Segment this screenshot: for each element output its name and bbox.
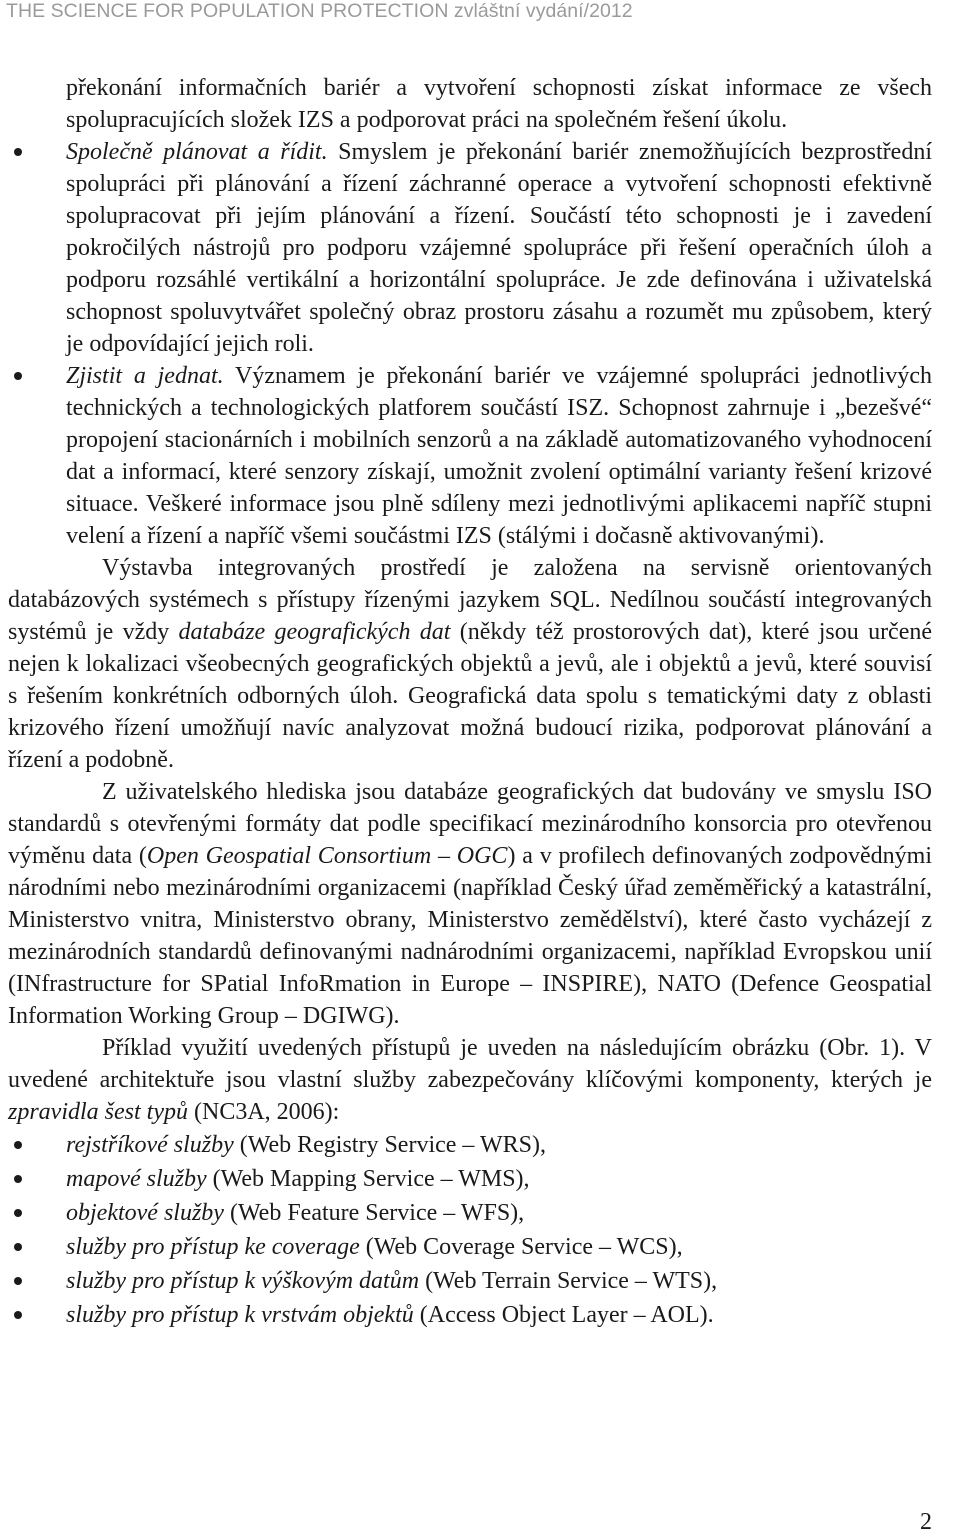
service-text: (Access Object Layer – AOL). bbox=[413, 1302, 714, 1328]
list-item bbox=[8, 1298, 932, 1332]
paragraph-text: Výstavba integrovaných prostředí je založena na servisně orientovaných databázových systémech s přístupy řízenými jazykem SQL. Nedílnou součástí integrovaných systémů je vždy bbox=[8, 555, 932, 645]
service-name: služby pro přístup k výškovým datům bbox=[66, 1268, 420, 1294]
bullet-icon bbox=[14, 372, 22, 380]
paragraph-emphasis: zpravidla šest typů bbox=[8, 1099, 188, 1125]
paragraph-integrated-environments bbox=[8, 552, 932, 776]
service-text: (Web Registry Service – WRS), bbox=[233, 1132, 546, 1158]
bullet-icon bbox=[14, 1141, 22, 1149]
page-number: 2 bbox=[920, 1509, 932, 1535]
paragraph-text: (někdy též prostorových dat), které jsou určené nejen k lokalizaci všeobecných geografických objektů a jevů, ale i objektů a jevů, které souvisí s řešením konkrétních odborných úloh. Geografická data spolu s tematickými daty z oblasti krizového řízení umožňují navíc analyzovat možná budoucí rizika, podporovat plánování a řízení a podobně. bbox=[8, 619, 933, 773]
running-header: THE SCIENCE FOR POPULATION PROTECTION zvláštní vydání/2012 bbox=[6, 0, 633, 22]
page-body bbox=[8, 72, 932, 1332]
list-item bbox=[8, 1162, 932, 1196]
service-name: služby pro přístup k vrstvám objektů bbox=[66, 1302, 414, 1328]
list-item bbox=[8, 1230, 932, 1264]
service-text: (Web Feature Service – WFS), bbox=[223, 1200, 525, 1226]
list-item bbox=[8, 1264, 932, 1298]
bullet-plan-and-control bbox=[8, 136, 932, 360]
paragraph-example bbox=[8, 1032, 932, 1128]
paragraph-text: (NC3A, 2006): bbox=[188, 1099, 340, 1125]
bullet-icon bbox=[14, 1311, 22, 1319]
bullet-heading: Společně plánovat a řídit. bbox=[66, 139, 328, 165]
service-text: (Web Coverage Service – WCS), bbox=[359, 1234, 683, 1260]
bullet-icon bbox=[14, 1175, 22, 1183]
list-item bbox=[8, 1128, 932, 1162]
bullet-text: Významem je překonání bariér ve vzájemné spolupráci jednotlivých technických a technologických platforem součástí ISZ. Schopnost zahrnuje i „bezešvé“ propojení stacionárních i mobilních senzorů a na základě automatizovaného vyhodnocení dat a informací, které senzory získají, umožnit zvolení optimální varianty řešení krizové situace. Veškeré informace jsou plně sdíleny mezi jednotlivými aplikacemi napříč stupni velení a řízení a napříč všemi součástmi IZS (stálými i dočasně aktivovanými). bbox=[66, 363, 933, 549]
service-name: rejstříkové služby bbox=[66, 1132, 234, 1158]
bullet-icon bbox=[14, 1243, 22, 1251]
service-types-list bbox=[8, 1128, 932, 1332]
paragraph-text: ) a v profilech definovaných zodpovědnými národními nebo mezinárodními organizacemi (například Český úřad zeměměřický a katastrální, Ministerstvo vnitra, Ministerstvo obrany, Ministerstvo zemědělství), které často vycházejí z mezinárodních standardů definovanými nadnárodními organizacemi, například Evropskou unií (INfrastructure for SPatial InfoRmation in Europe – INSPIRE), NATO (Defence Geospatial Information Working Group – DGIWG). bbox=[8, 843, 932, 1029]
continuation-paragraph: překonání informačních bariér a vytvoření schopnosti získat informace ze všech spolupracujících složek IZS a podporovat práci na společném řešení úkolu. bbox=[66, 75, 932, 133]
service-name: mapové služby bbox=[66, 1166, 207, 1192]
bullet-heading: Zjistit a jednat. bbox=[66, 363, 224, 389]
bullet-icon bbox=[14, 1209, 22, 1217]
paragraph-emphasis: Open Geospatial Consortium – OGC bbox=[146, 843, 508, 869]
list-item bbox=[8, 1196, 932, 1230]
bullet-icon bbox=[14, 148, 22, 156]
service-name: objektové služby bbox=[66, 1200, 224, 1226]
service-text: (Web Terrain Service – WTS), bbox=[419, 1268, 718, 1294]
service-text: (Web Mapping Service – WMS), bbox=[206, 1166, 530, 1192]
bullet-detect-and-act bbox=[8, 360, 932, 552]
bullet-text: Smyslem je překonání bariér znemožňujících bezprostřední spolupráci při plánování a řízení záchranné operace a vytvoření schopnosti efektivně spolupracovat při jejím plánování a řízení. Součástí této schopnosti je i zavedení pokročilých nástrojů pro podporu vzájemné spolupráce při řešení operačních úloh a podporu rozsáhlé vertikální a horizontální spolupráce. Je zde definována i uživatelská schopnost spoluvytvářet společný obraz prostoru zásahu a rozumět mu způsobem, který je odpovídající jejich roli. bbox=[66, 139, 932, 357]
paragraph-user-perspective bbox=[8, 776, 932, 1032]
service-name: služby pro přístup ke coverage bbox=[66, 1234, 360, 1260]
paragraph-text: Z uživatelského hlediska jsou databáze geografických dat budovány ve smyslu ISO standardů s otevřenými formáty dat podle specifikací mezinárodního konsorcia pro otevřenou výměnu data ( bbox=[8, 779, 932, 869]
paragraph-text: Příklad využití uvedených přístupů je uveden na následujícím obrázku (Obr. 1). V uvedené architektuře jsou vlastní služby zabezpečovány klíčovými komponenty, kterých je bbox=[8, 1035, 932, 1093]
paragraph-emphasis: databáze geografických dat bbox=[178, 619, 451, 645]
bullet-icon bbox=[14, 1277, 22, 1285]
